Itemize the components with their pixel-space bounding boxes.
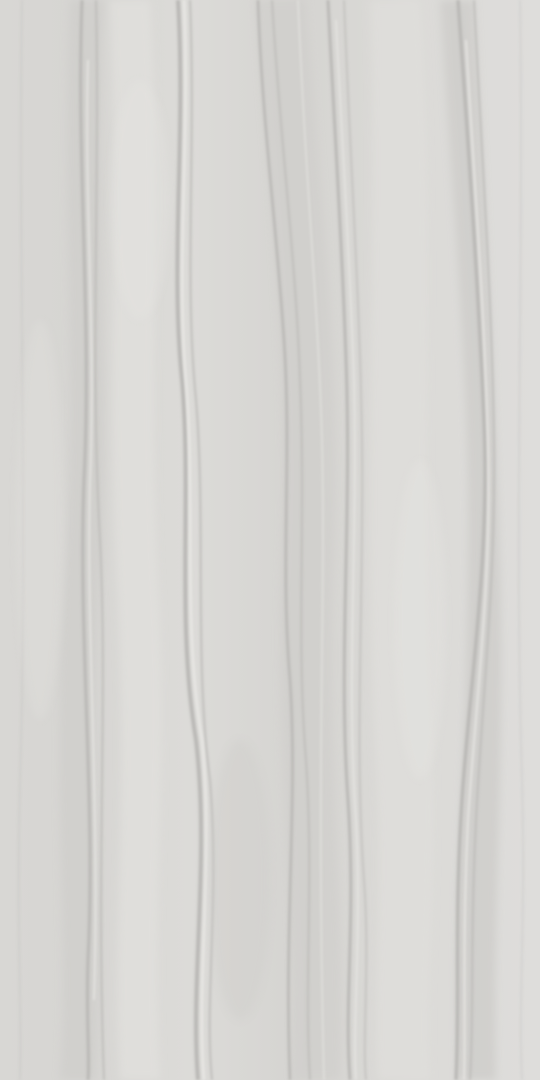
mottle <box>210 740 270 1020</box>
mottle <box>16 320 64 720</box>
mottle <box>110 80 170 320</box>
mottle <box>394 460 446 780</box>
